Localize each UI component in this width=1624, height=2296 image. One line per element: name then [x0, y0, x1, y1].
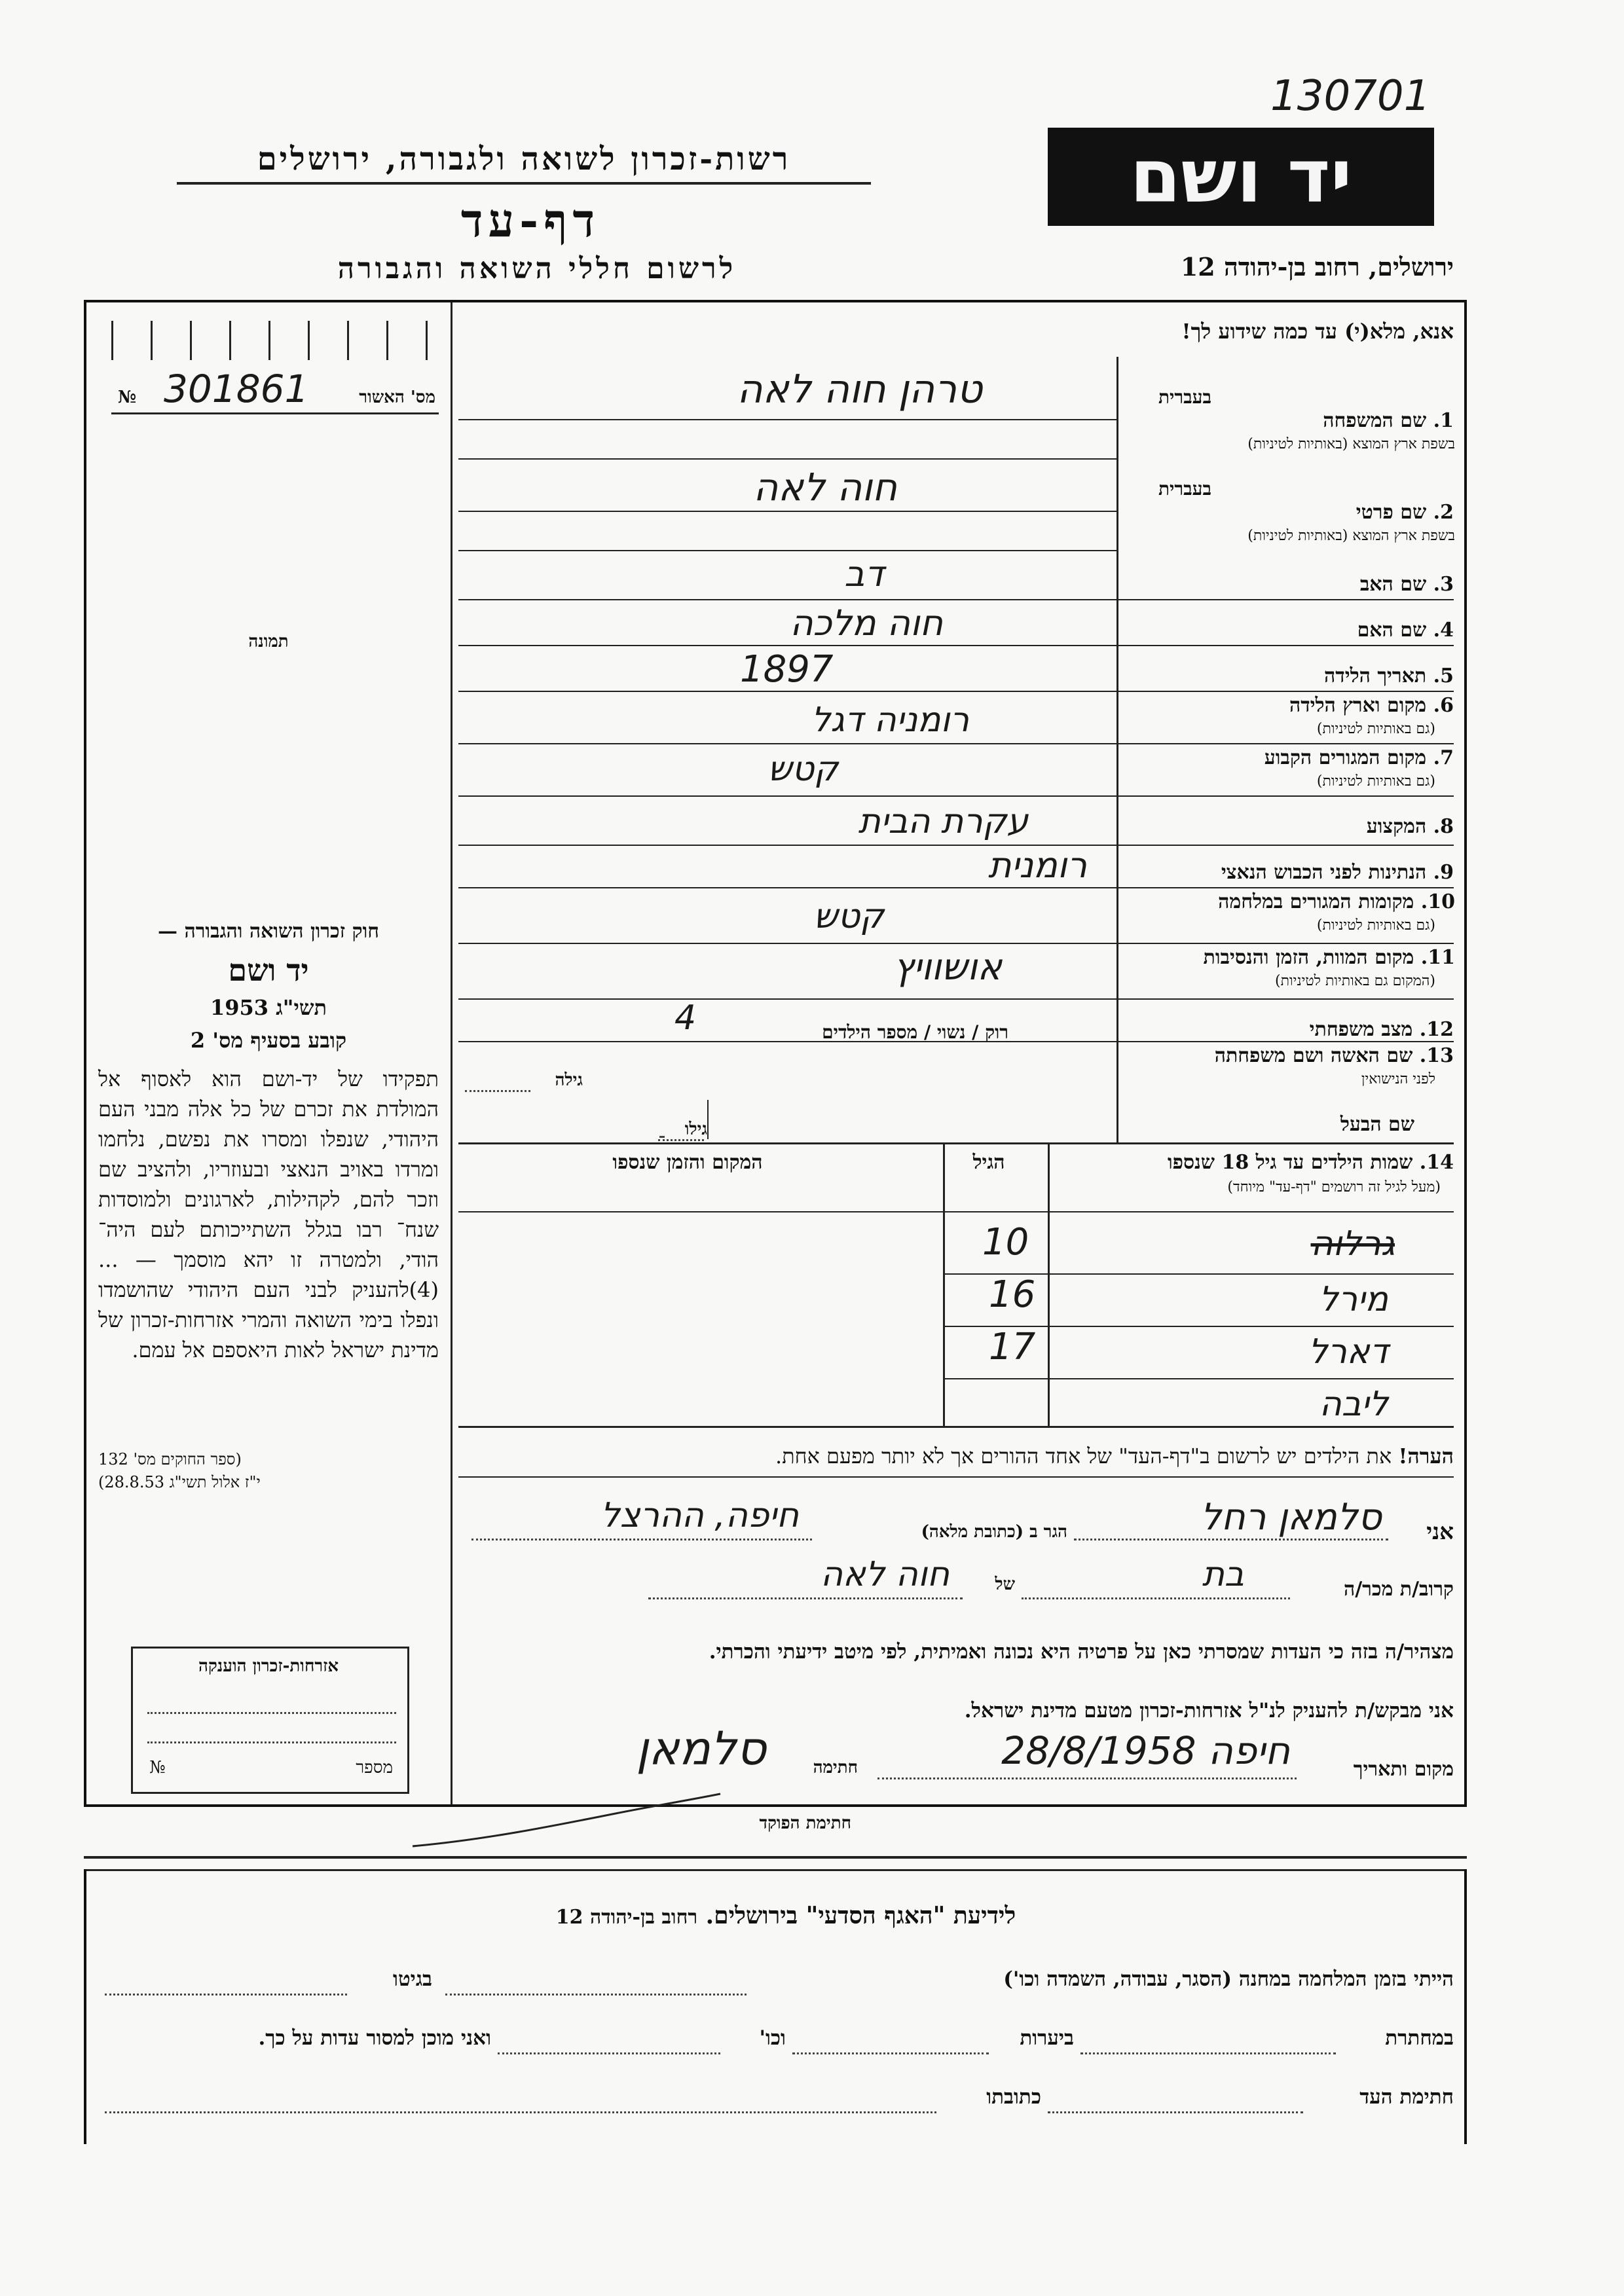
field-11-number: 11.: [1420, 946, 1455, 969]
field-10-label: [1121, 890, 1455, 913]
row-line-10: [458, 943, 1454, 944]
note-label: הערה!: [1398, 1444, 1454, 1468]
field-3-number: 3.: [1433, 573, 1454, 596]
relation-label: קרוב/ת מכר/ה: [1343, 1578, 1454, 1601]
field-2-text: שם פרטי: [1356, 501, 1427, 524]
field-5-value: 1897: [740, 648, 834, 691]
field-1-label: [1126, 409, 1454, 432]
field-5-text: תאריך הלידה: [1324, 665, 1427, 687]
row-line-5: [458, 691, 1454, 692]
declarant-name: סלמאן רחל: [1200, 1496, 1382, 1539]
witness-address-label: כתובתו: [986, 2085, 1041, 2109]
witness-address-line: [105, 2111, 936, 2113]
place-date-value: חיפה 28/8/1958: [1001, 1728, 1290, 1773]
field-12-text: מצב משפחתי: [1309, 1018, 1413, 1041]
row-line-3: [458, 599, 1454, 600]
org-line: רשות-זכרון לשואה ולגבורה, ירושלים: [257, 141, 791, 177]
child-1-age: 10: [982, 1221, 1029, 1264]
relation-value: בת: [1202, 1555, 1244, 1594]
field-3-text: שם האב: [1359, 573, 1427, 596]
row-line-2b: [458, 550, 1116, 551]
children-header: 14. שמות הילדים עד גיל 18 שנספו: [1167, 1151, 1454, 1174]
partisans-line: [1080, 2052, 1336, 2054]
husband-age-dots: [658, 1139, 704, 1141]
field-7-label: [1126, 746, 1454, 769]
footer-line-1-text: הייתי בזמן המלחמה במחנה (הסגר, עבודה, השמדה וכו'): [1003, 1967, 1454, 1991]
ani-label: אני: [1426, 1519, 1454, 1545]
citizenship-line-1: [147, 1712, 396, 1714]
camp-line: [445, 1994, 747, 1995]
law-text: תפקידו של יד-ושם הוא לאסוף אל המולדת את זכרם של כל אלה מבני העם היהודי, שנפלו ומסרו את נפשם, נלחמו ומרדו באויב הנאצי ובעוזריו, ולהציב שם וזכר להם, לקהילות, לארגונים ולמוסדות שנח־ רבו בגלל השתייכותם לעם היה־ הודי, ולמטרה זו יהא מוסמך — ...(4)להעניק לבני העם היהודי שהושמדו ונפלו בימי השואה והמרי אזרחות-זכרון של מדינת ישראל לאות היאספם אל עמם.: [98, 1066, 439, 1362]
resides-label: הגר ב (כתובת מלאה): [921, 1522, 1067, 1542]
row-line-6: [458, 743, 1454, 744]
place-date-label: מקום ותאריך: [1353, 1758, 1454, 1781]
field-10-sub: (גם באותיות לטיניות): [1316, 917, 1435, 934]
field-10-value: קטש: [813, 897, 884, 936]
law-year: תשי"ג 1953: [210, 995, 327, 1020]
request: אני מבקש/ת להעניק לנ"ל אזרחות-זכרון מטעם מדינת ישראל.: [964, 1699, 1454, 1722]
husband-age-line: [661, 1136, 662, 1138]
approval-underline: [111, 412, 439, 414]
wife-age-line: [465, 1090, 530, 1092]
field-9-text: הנתינות לפני הכבוש הנאצי: [1221, 861, 1427, 884]
husband-age-label: גילו: [684, 1120, 707, 1139]
label-col-divider: [1116, 357, 1118, 1142]
officer-label: חתימת הפוקד: [759, 1813, 851, 1833]
field-11-value: אושוויץ: [893, 946, 1002, 989]
field-11-sub: (המקום גם באותיות לטיניות): [1275, 973, 1435, 989]
field-1-value: טרהן חוה לאה: [737, 367, 982, 412]
child-3-age: 17: [989, 1326, 1036, 1368]
field-2-sub: בשפת ארץ המוצא (באותיות לטיניות): [1247, 528, 1455, 544]
field-2-label: [1126, 501, 1454, 524]
note-text: את הילדים יש לרשום ב"דף-העד" של אחד ההורים אך לא יותר מפעם אחת.: [775, 1444, 1392, 1468]
children-header-sub: (מעל לגיל זה רושמים "דף-עד" מיוחד): [1227, 1179, 1441, 1195]
approval-ticks: [111, 321, 439, 360]
etc-line: [498, 2052, 720, 2054]
field-1-number: 1.: [1433, 409, 1454, 432]
row-line-7: [458, 795, 1454, 797]
note-bottom-line: [458, 1476, 1454, 1478]
field-2-number: 2.: [1433, 501, 1454, 524]
field-7-sub: (גם באותיות לטיניות): [1316, 773, 1435, 790]
row-line-4: [458, 645, 1454, 646]
field-4-label: [1126, 619, 1454, 642]
ready-text: ואני מוכן למסור עדות על כך.: [258, 2026, 491, 2050]
etc-label: וכו': [759, 2026, 786, 2050]
forests-label: ביערות: [1020, 2026, 1074, 2050]
field-1-text: שם המשפחה: [1323, 409, 1427, 432]
place-date-line: [877, 1777, 1297, 1779]
field-13-label: [1126, 1044, 1454, 1067]
approval-number: 301861: [164, 367, 309, 411]
address-value: חיפה, ההרצל: [600, 1496, 799, 1535]
footer-rule-1: [84, 1856, 1467, 1859]
field-3-value: דב: [844, 553, 884, 594]
signature-label: חתימה: [813, 1758, 858, 1777]
field-9-value: רומנית: [987, 845, 1087, 886]
in-hebrew-1: בעברית: [1158, 386, 1211, 408]
partisans-label: במחתרת: [1385, 2026, 1454, 2050]
citizenship-label: אזרחות-זכרון הוענקה: [198, 1656, 339, 1676]
row-line-9: [458, 887, 1454, 888]
field-11-text: מקום המוות, הזמן והנסיבות: [1203, 946, 1414, 969]
marital-options: רוק / נשוי / מספר הילדים: [822, 1021, 1008, 1043]
footer-address: רחוב בן-יהודה 12: [555, 1906, 698, 1929]
law-name: יד ושם: [228, 953, 309, 988]
note-row: [458, 1444, 1454, 1468]
field-10-text: מקומות המגורים במלחמה: [1218, 890, 1414, 913]
husband-label: שם הבעל: [1340, 1113, 1414, 1136]
field-9-number: 9.: [1433, 861, 1454, 884]
field-13-sub: לפני הנישואין: [1361, 1071, 1435, 1087]
form-intro: אנא, מלא(י) עד כמה שידוע לך!: [1181, 319, 1454, 344]
approval-no-symbol: №: [118, 388, 137, 407]
field-7-value: קטש: [767, 750, 838, 789]
children-count: 4: [674, 998, 697, 1038]
field-11-label: [1121, 946, 1455, 969]
field-2-value: חוה לאה: [753, 465, 897, 509]
children-col-div-1: [1048, 1144, 1050, 1426]
in-hebrew-2: בעברית: [1158, 478, 1211, 500]
children-col-div-2: [943, 1144, 945, 1426]
child-1-name: גרלוה: [1310, 1224, 1395, 1264]
field-7-text: מקום המגורים הקבוע: [1264, 746, 1427, 769]
field-6-sub: (גם באותיות לטיניות): [1316, 721, 1435, 737]
witness-sig-label: חתימת העד: [1359, 2085, 1454, 2109]
child-line-3: [943, 1378, 1454, 1379]
law-ref-1: (ספר החוקים מס' 132: [98, 1450, 242, 1468]
age-col-header: הגיל: [972, 1151, 1005, 1174]
row-line-2: [458, 511, 1116, 512]
footer-title: לידיעת "האגף הסדעי" בירושלים.: [705, 1902, 1016, 1929]
address-line: [471, 1539, 812, 1540]
field-6-value: רומניה דגל: [811, 701, 969, 740]
field-1-sub: בשפת ארץ המוצא (באותיות לטיניות): [1247, 436, 1455, 452]
ghetto-label: בגיטו: [393, 1967, 432, 1991]
row-line-1: [458, 419, 1116, 420]
field-12-number: 12.: [1419, 1018, 1454, 1041]
witness-sig-line: [1048, 2111, 1303, 2113]
signature-stroke: [413, 1794, 720, 1846]
ghetto-line: [105, 1994, 347, 1995]
field-4-value: חוה מלכה: [790, 602, 943, 644]
of-name-line: [648, 1597, 963, 1599]
husband-divider: [707, 1100, 709, 1139]
field-12-label: [1126, 1018, 1454, 1041]
approval-label: מס' האשור: [359, 388, 435, 407]
page-subtitle: לרשום חללי השואה והגבורה: [337, 252, 737, 285]
forests-line: [792, 2052, 989, 2054]
footer-title-row: [393, 1902, 1179, 1929]
yad-vashem-logo: יד ושם: [1048, 128, 1434, 226]
law-clause: קובע בסעיף מס' 2: [190, 1028, 347, 1053]
page-title: דף-עד: [460, 193, 600, 247]
statement: מצהיר/ה בזה כי העדות שמסרתי כאן על פרטיה היא נכונה ואמיתית, לפי מיטב ידיעתי והכרתי.: [709, 1640, 1454, 1664]
children-head-line: [458, 1211, 1454, 1212]
child-3-name: דארל: [1308, 1332, 1388, 1372]
signature: סלמאן: [636, 1722, 766, 1776]
address-line: ירושלים, רחוב בן-יהודה 12: [1180, 252, 1454, 282]
number-label: מספר: [356, 1758, 393, 1777]
row-line-11: [458, 998, 1454, 1000]
field-8-value: עקרת הבית: [858, 802, 1028, 841]
row-line-1b: [458, 458, 1116, 460]
field-5-label: [1126, 665, 1454, 687]
place-col-header: המקום והזמן שנספו: [612, 1151, 763, 1174]
field-8-text: המקצוע: [1366, 815, 1427, 838]
field-9-label: [1126, 861, 1454, 884]
declarant-name-line: [1074, 1539, 1388, 1540]
org-underline: [177, 182, 871, 185]
field-13-text: שם האשה ושם משפחתה: [1214, 1044, 1413, 1067]
signature-flourish: [406, 1781, 733, 1859]
field-3-label: [1126, 573, 1454, 596]
field-6-text: מקום וארץ הלידה: [1289, 694, 1427, 717]
field-10-number: 10.: [1420, 890, 1455, 913]
field-7-number: 7.: [1433, 746, 1454, 769]
law-title: חוק זכרון השואה והגבורה —: [158, 920, 379, 943]
citizenship-line-2: [147, 1741, 396, 1743]
photo-label: תמונה: [248, 632, 289, 651]
child-4-name: ליבה: [1319, 1385, 1388, 1424]
number-symbol: №: [149, 1758, 166, 1777]
left-col-divider: [451, 302, 452, 1805]
of-name: חוה לאה: [821, 1555, 950, 1594]
of-label: של: [995, 1575, 1015, 1594]
field-6-number: 6.: [1433, 694, 1454, 717]
field-8-number: 8.: [1433, 815, 1454, 838]
relation-line: [1022, 1597, 1290, 1599]
field-6-label: [1126, 694, 1454, 717]
field-4-number: 4.: [1433, 619, 1454, 642]
age-label-wife: גילה: [555, 1070, 583, 1090]
field-8-label: [1126, 815, 1454, 838]
field-13-number: 13.: [1419, 1044, 1454, 1067]
field-5-number: 5.: [1433, 665, 1454, 687]
field-4-text: שם האם: [1357, 619, 1427, 642]
law-ref-2: י"ז אלול תשי"ג 28.8.53): [98, 1473, 261, 1491]
reference-number: 130701: [1270, 72, 1431, 120]
row-line-13: [458, 1142, 1454, 1144]
child-2-age: 16: [989, 1273, 1036, 1316]
children-bottom-line: [458, 1426, 1454, 1428]
child-2-name: מירל: [1319, 1280, 1388, 1319]
